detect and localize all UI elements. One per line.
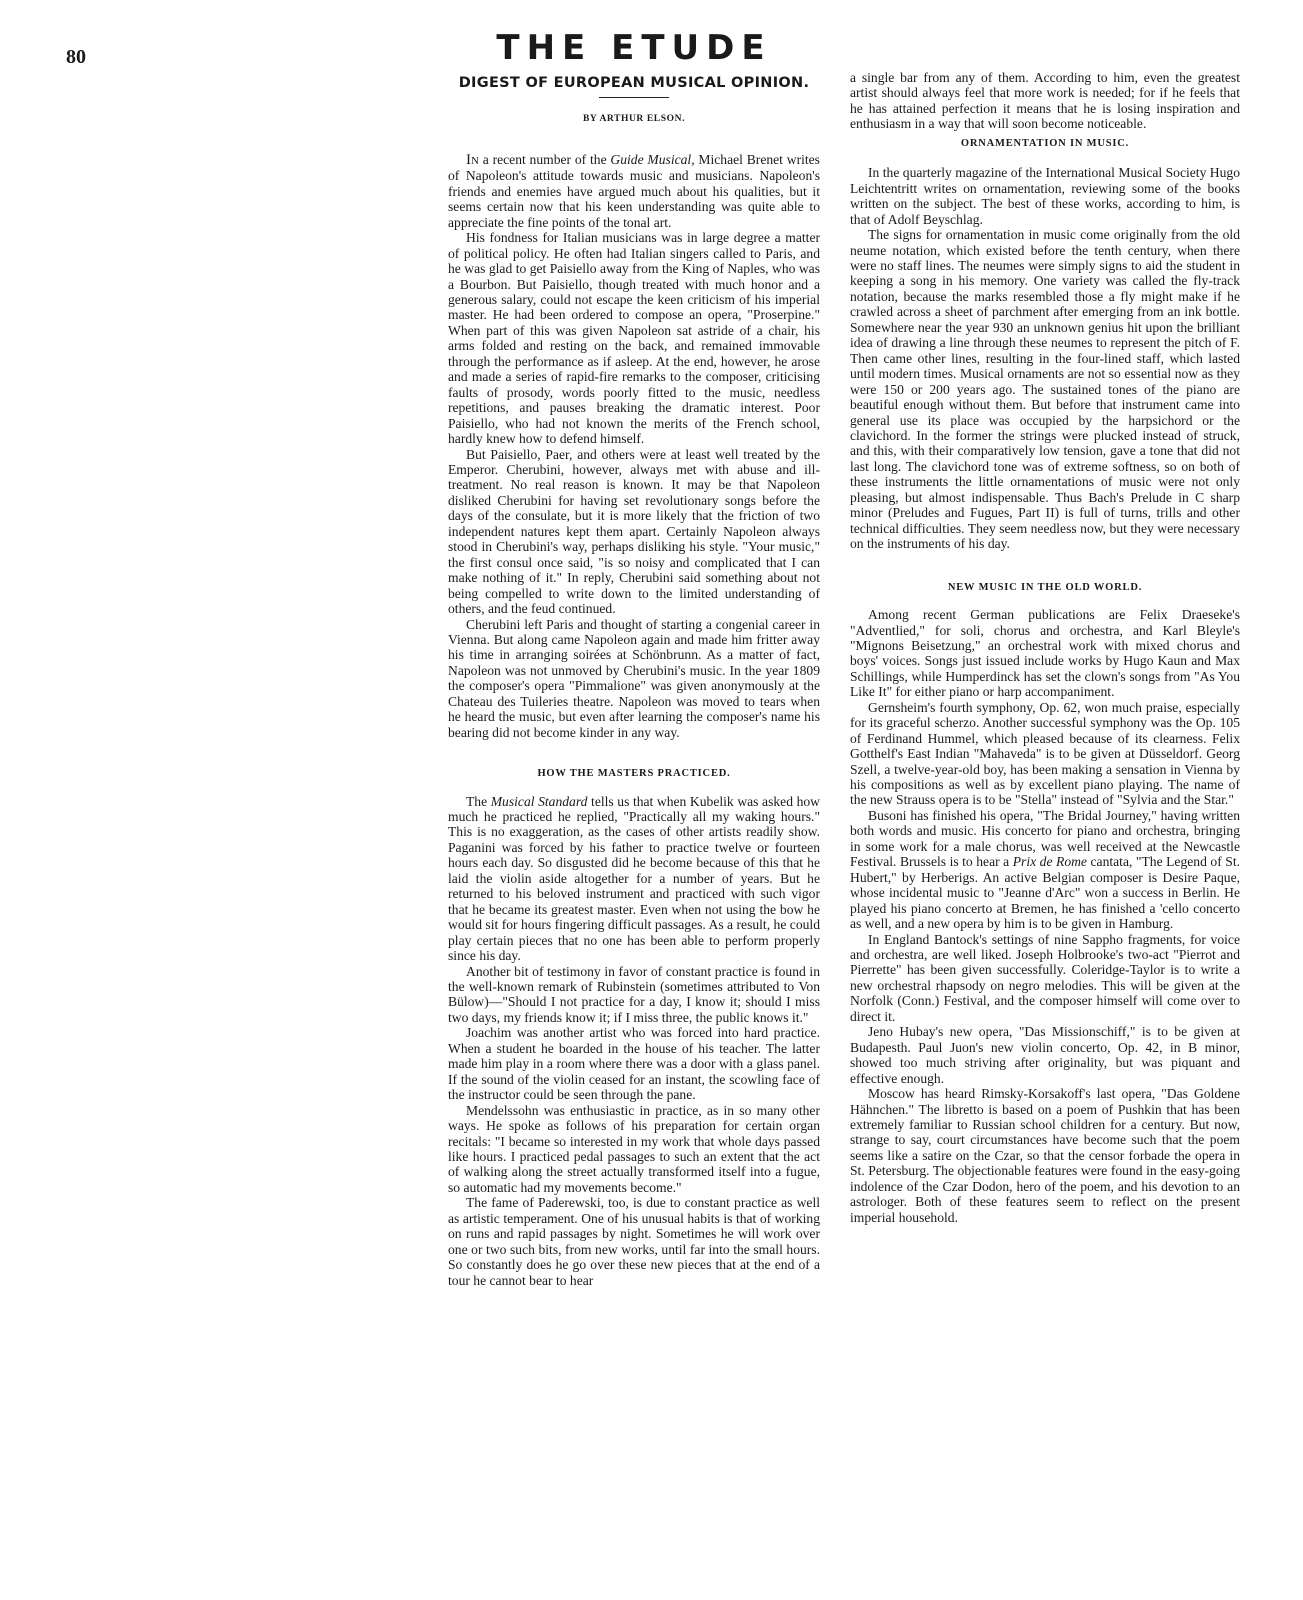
paragraph: Moscow has heard Rimsky-Korsakoff's last opera, "Das Goldene Hähnchen." The libretto is based on a poem of Pushkin that has been extremely familiar to Russian school children for a century. But now, strange to say, court circumstances have become such that the poem seems like a satire on the Czar, so that the censor forbade the opera in St. Petersburg. The objectionable features were found in the easy-going indolence of the Czar Dodon, hero of the poem, and his devotion to an astrologer. Both of these features seem to reflect on the present imperial household. bbox=[850, 1086, 1240, 1225]
page-number: 80 bbox=[66, 46, 86, 68]
paragraph: Jeno Hubay's new opera, "Das Missionschiff," is to be given at Budapesth. Paul Juon's new violin concerto, Op. 42, in B minor, showed too much striving after originality, but was piquant and effective enough. bbox=[850, 1024, 1240, 1086]
paragraph: In the quarterly magazine of the International Musical Society Hugo Leichtentritt writes on ornamentation, reviewing some of the books written on the subject. The best of these works, according to him, is that of Adolf Beyschlag. bbox=[850, 165, 1240, 227]
paragraph: But Paisiello, Paer, and others were at least well treated by the Emperor. Cherubini, however, always met with abuse and ill-treatment. No real reason is known. It may be that Napoleon disliked Cherubini for having set revolutionary songs before the days of the consulate, but it is more likely that the friction of two independent natures kept them apart. Certainly Napoleon always stood in Cherubini's way, perhaps disliking his style. "Your music," the first consul once said, "is so noisy and complicated that I can make nothing of it." In reply, Cherubini said something about not being compelled to write down to the limited understanding of others, and the feud continued. bbox=[448, 446, 820, 617]
paragraph: Among recent German publications are Felix Draeseke's "Adventlied," for soli, chorus and orchestra, and Karl Bleyle's "Mignons Beisetzung," an orchestral work with mixed chorus and boys' voices. Songs just issued include works by Hugo Kaun and Max Schillings, while Humperdinck has set the clown's songs from "As You Like It" for either piano or harp accompaniment. bbox=[850, 607, 1240, 700]
work-title: Prix de Rome bbox=[1012, 854, 1087, 870]
section-heading-new-music: NEW MUSIC IN THE OLD WORLD. bbox=[947, 581, 1143, 593]
publication-title: Musical Standard bbox=[490, 793, 588, 809]
text-run: Busoni has finished his opera, "The Bridal Journey," having written both words and music. His concerto for piano and orchestra, bringing in some work for a male chorus, was well received at the Newcastle Festival. Brussels is to hear a bbox=[850, 807, 1240, 870]
paragraph: a single bar from any of them. According to him, even the greatest artist should always feel that more work is needed; for if he feels that he has attained perfection it means that he is losing inspiration and enthusiasm in a way that will soon become noticeable. bbox=[850, 70, 1240, 132]
lead-word: In bbox=[466, 151, 479, 168]
byline: BY ARTHUR ELSON. bbox=[582, 114, 686, 125]
paragraph: The signs for ornamentation in music come originally from the old neume notation, which existed before the tenth century, when there were no staff lines. The neumes were simply signs to aid the student in keeping a song in his memory. One variety was called the fly-track notation, because the marks resembled those a fly might make if he crawled across a sheet of parchment after emerging from an ink bottle. Somewhere near the year 930 an unknown genius hit upon the brilliant idea of drawing a line through these neumes to represent the pitch of F. Then came other lines, resulting in the four-lined staff, which lasted until modern times. Musical ornaments are not so essential now as they were 150 or 200 years ago. The sustained tones of the piano are beautiful enough without them. But before that instrument came into general use its place was occupied by the harpsichord or the clavichord. In the former the strings were plucked instead of struck, and this, with their comparatively low tension, gave a tone that did not last long. The clavichord tone was of extreme softness, so on both of these instruments the little ornamentations of music were not only pleasing, but almost indispensable. Thus Bach's Prelude in C sharp minor (Preludes and Fugues, Part II) is full of turns, trills and other technical difficulties. They seem needless now, but they were necessary on the instruments of his day. bbox=[850, 227, 1240, 552]
paragraph bbox=[448, 794, 820, 964]
section-heading-masters: HOW THE MASTERS PRACTICED. bbox=[537, 768, 731, 780]
text-run: tells us that when Kubelik was asked how much he practiced he replied, "Practically all my waking hours." This is no exaggeration, as the cases of other artists readily show. Paganini was forced by his father to practice twelve or fourteen hours each day. So disgusted did he become because of this that he laid the violin aside altogether for a number of years. But he returned to his beloved instrument and practiced with such vigor that he became its greatest master. Even when not using the bow he would sit for hours fingering difficult passages. As a result, he could play certain pieces that no one has been able to perform properly since his day. bbox=[448, 793, 820, 964]
paragraph: Cherubini left Paris and thought of starting a congenial career in Vienna. But along came Napoleon again and made him fritter away his time in arranging soirées at Schönbrunn. As a matter of fact, Napoleon was not unmoved by Cherubini's music. In the year 1809 the composer's opera "Pimmalione" was given anonymously at the Chateau des Tuileries theatre. Napoleon was moved to tears when he heard the music, but even after learning the composer's name his bearing did not become kinder in any way. bbox=[448, 616, 820, 740]
masthead: THE ETUDE bbox=[496, 28, 772, 68]
paragraph: Joachim was another artist who was forced into hard practice. When a student he boarded in the house of his teacher. The latter made him play in a room where there was a door with a glass panel. If the sound of the violin ceased for an instant, the scowling face of the instructor could be seen through the pane. bbox=[448, 1025, 820, 1103]
text-run: The bbox=[466, 793, 491, 809]
paragraph bbox=[448, 152, 820, 230]
article-title: DIGEST OF EUROPEAN MUSICAL OPINION. bbox=[458, 75, 810, 91]
paragraph: The fame of Paderewski, too, is due to constant practice as well as artistic temperament. One of his unusual habits is that of working on runs and rapid passages by night. Sometimes he will work over one or two such bits, from new works, until far into the small hours. So constantly does he go over these new pieces that at the end of a tour he cannot bear to hear bbox=[448, 1195, 820, 1288]
paragraph bbox=[850, 808, 1240, 932]
paragraph: Another bit of testimony in favor of constant practice is found in the well-known remark of Rubinstein (sometimes attributed to Von Bülow)—"Should I not practice for a day, I know it; should I miss two days, my friends know it; if I miss three, the public knows it." bbox=[448, 963, 820, 1025]
section-heading-ornamentation: ORNAMENTATION IN MUSIC. bbox=[960, 137, 1130, 149]
paragraph: His fondness for Italian musicians was in large degree a matter of political policy. He often had Italian singers called to Paris, and he was glad to get Paisiello away from the King of Naples, who was a Bourbon. But Paisiello, though treated with much honor and a generous salary, could not escape the keen criticism of his imperial master. He had been ordered to compose an opera, "Proserpine." When part of this was given Napoleon sat astride of a chair, his arms folded and resting on the back, and remained immovable through the performance as if asleep. At the end, however, he arose and made a series of rapid-fire remarks to the composer, criticising faults of prosody, words poorly fitted to the music, needless repetitions, and pauses breaking the dramatic interest. Poor Paisiello, who had not known the merits of the French school, hardly knew how to defend himself. bbox=[448, 230, 820, 447]
text-run: cantata, "The Legend of St. Hubert," by Herberigs. An active Belgian composer is Desire Paque, whose incidental music to "Jeanne d'Arc" won a success in Berlin. He played his piano concerto at Bremen, he has finished a 'cello concerto as well, and a new opera by him is to be given in Hamburg. bbox=[850, 854, 1240, 932]
paragraph: In England Bantock's settings of nine Sappho fragments, for voice and orchestra, are well liked. Joseph Holbrooke's two-act "Pierrot and Pierrette" has been given successfully. Coleridge-Taylor is to write a new orchestral rhapsody on negro melodies. This will be given at the Norfolk (Conn.) Festival, and the composer himself will come over to direct it. bbox=[850, 931, 1240, 1024]
text-run: a recent number of the bbox=[478, 151, 611, 167]
paragraph: Gernsheim's fourth symphony, Op. 62, won much praise, especially for its graceful scherzo. Another successful symphony was the Op. 105 of Ferdinand Hummel, which pleased because of its clearness. Felix Gotthelf's East Indian "Mahaveda" is to be given at Düsseldorf. Georg Szell, a twelve-year-old boy, has been making a sensation in Vienna by his compositions as well as by excellent piano playing. The name of the new Strauss opera is to be "Stella" instead of "Sylvia and the Star." bbox=[850, 699, 1240, 808]
paragraph: Mendelssohn was enthusiastic in practice, as in so many other ways. He spoke as follows of his preparation for certain organ recitals: "I became so interested in my work that whole days passed like hours. I practiced pedal passages to such an extent that the act of walking along the street actually transformed itself into a fugue, so automatic had my movements become." bbox=[448, 1102, 820, 1195]
right-column bbox=[850, 70, 1240, 1225]
left-column bbox=[448, 76, 820, 1288]
publication-title: Guide Musical, bbox=[610, 151, 695, 167]
text-run: Michael Brenet writes of Napoleon's attitude towards music and musicians. Napoleon's friends and enemies have argued much about his qualities, but it seems certain now that his keen understanding was quite able to appreciate the fine points of the tonal art. bbox=[448, 151, 820, 230]
title-rule bbox=[599, 97, 669, 98]
